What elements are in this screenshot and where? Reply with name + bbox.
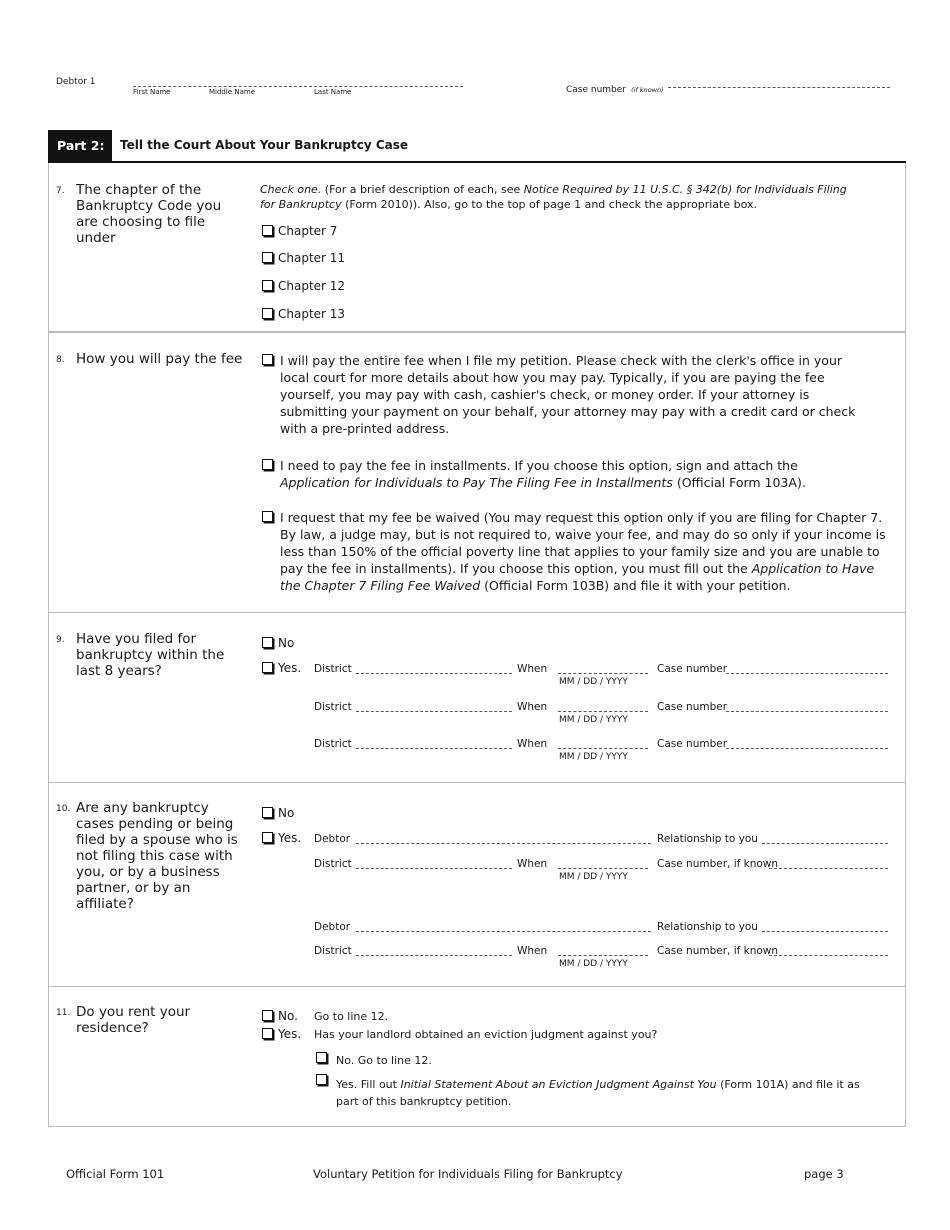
footer-form: Official Form 101 (66, 1167, 165, 1181)
question-number: 7. (56, 186, 65, 196)
date-format: MM / DD / YYYY (559, 872, 628, 882)
q9-no-option[interactable]: No (262, 636, 294, 650)
district-field[interactable] (356, 955, 512, 956)
case-number-field[interactable] (726, 673, 888, 674)
district-field[interactable] (356, 711, 512, 712)
chapter-13-option[interactable]: Chapter 13 (262, 307, 345, 321)
date-format: MM / DD / YYYY (559, 959, 628, 969)
fee-waived-text: I request that my fee be waived (You may request this option only if you are filing for Chapter 7. By law, a judge may, but is not required to, waive your fee, and may do so only if your income is less than 150% of the official poverty line that applies to your family size and you are unable to pay the fee in installments). If you choose this option, you must fill out the Application to Have the Chapter 7 Filing Fee Waived (Official Form 103B) and file it with your petition. (280, 510, 886, 593)
fee-waived-checkbox[interactable] (262, 511, 273, 522)
district-label: District (314, 738, 352, 750)
question-number: 8. (56, 355, 65, 365)
question-text: Have you filed for bankruptcy within the last 8 years? (76, 631, 225, 679)
q11-no-text: Go to line 12. (314, 1010, 389, 1023)
relationship-label: Relationship to you (657, 921, 758, 933)
part-title: Tell the Court About Your Bankruptcy Case (120, 138, 409, 152)
date-field[interactable] (558, 673, 648, 674)
when-label: When (517, 738, 548, 750)
part-number: Part 2: (48, 130, 112, 161)
debtor-name-field[interactable] (133, 86, 463, 87)
checkbox[interactable] (262, 308, 273, 319)
district-field[interactable] (356, 673, 512, 674)
when-label: When (517, 858, 548, 870)
middle-name-label: Middle Name (209, 88, 255, 96)
date-field[interactable] (558, 711, 648, 712)
last-name-label: Last Name (314, 88, 352, 96)
pay-installments-checkbox[interactable] (262, 459, 273, 470)
checkbox[interactable] (262, 225, 273, 236)
date-field[interactable] (558, 748, 648, 749)
q11-yes-text: Has your landlord obtained an eviction judgment against you? (314, 1028, 658, 1041)
checkbox[interactable] (262, 662, 273, 673)
case-number-field[interactable] (726, 748, 888, 749)
question-number: 10. (56, 804, 71, 814)
district-label: District (314, 663, 352, 675)
divider (48, 331, 906, 333)
date-field[interactable] (558, 868, 648, 869)
q11-yes-option[interactable]: Yes. (262, 1027, 301, 1041)
question-text: Are any bankruptcy cases pending or being filed by a spouse who is not filing this case with you, or by a business partner, or by an affiliate? (76, 800, 238, 912)
when-label: When (517, 663, 548, 675)
case-number-label: Case number (566, 85, 627, 95)
district-label: District (314, 945, 352, 957)
checkbox[interactable] (262, 1010, 273, 1021)
footer-title: Voluntary Petition for Individuals Filing for Bankruptcy (313, 1167, 623, 1181)
q11-no-option[interactable]: No. (262, 1009, 298, 1023)
date-format: MM / DD / YYYY (559, 752, 628, 762)
when-label: When (517, 945, 548, 957)
divider (48, 1126, 906, 1127)
instr-emphasis: Check one. (260, 183, 322, 196)
date-format: MM / DD / YYYY (559, 677, 628, 687)
district-field[interactable] (356, 748, 512, 749)
eviction-no-text: No. Go to line 12. (336, 1054, 432, 1067)
district-label: District (314, 858, 352, 870)
relationship-label: Relationship to you (657, 833, 758, 845)
footer-page: page 3 (804, 1167, 844, 1181)
if-known-label: (if known) (631, 86, 664, 94)
question-number: 11. (56, 1008, 71, 1018)
eviction-yes-text: Yes. Fill out Initial Statement About an Eviction Judgment Against You (Form 101A) and file it as part of this bankruptcy petition. (336, 1078, 860, 1108)
q7-instructions: Check one. (For a brief description of each, see Notice Required by 11 U.S.C. § 342(b) for Individuals Filing for Bankruptcy (Form 2010)). Also, go to the top of page 1 and check the appropriate box. (260, 183, 847, 211)
pay-full-text: I will pay the entire fee when I file my petition. Please check with the clerk's office in your local court for more details about how you may pay. Typically, if you are paying the fee yourself, you may pay with cash, cashier's check, or money order. If your attorney is submitting your payment on your behalf, your attorney may pay with a credit card or check with a pre-printed address. (280, 353, 856, 436)
pay-installments-text: I need to pay the fee in installments. If you choose this option, sign and attach the Application for Individuals to Pay The Filing Fee in Installments (Official Form 103A). (280, 458, 806, 490)
case-number-label: Case number, if known (657, 945, 779, 957)
debtor-field[interactable] (356, 931, 651, 932)
debtor-field[interactable] (356, 843, 651, 844)
eviction-yes-checkbox[interactable] (316, 1074, 327, 1085)
part-header (48, 130, 906, 163)
district-label: District (314, 701, 352, 713)
debtor-label: Debtor (314, 833, 351, 845)
relationship-field[interactable] (762, 931, 888, 932)
eviction-no-checkbox[interactable] (316, 1052, 327, 1063)
divider (48, 986, 906, 987)
checkbox[interactable] (262, 807, 273, 818)
question-text: Do you rent your residence? (76, 1004, 191, 1036)
date-field[interactable] (558, 955, 648, 956)
question-text: The chapter of the Bankruptcy Code you are choosing to file under (76, 182, 222, 246)
case-number-field[interactable] (668, 87, 890, 88)
question-number: 9. (56, 635, 65, 645)
relationship-field[interactable] (762, 843, 888, 844)
case-number-field[interactable] (726, 711, 888, 712)
checkbox[interactable] (262, 1028, 273, 1039)
chapter-11-option[interactable]: Chapter 11 (262, 251, 345, 265)
divider (48, 612, 906, 613)
question-text: How you will pay the fee (76, 351, 243, 367)
date-format: MM / DD / YYYY (559, 715, 628, 725)
chapter-7-option[interactable]: Chapter 7 (262, 224, 337, 238)
q9-yes-option[interactable]: Yes. (262, 661, 301, 675)
case-number-label: Case number (657, 701, 728, 713)
checkbox[interactable] (262, 252, 273, 263)
debtor-label: Debtor (314, 921, 351, 933)
q10-no-option[interactable]: No (262, 806, 294, 820)
case-number-header (566, 77, 664, 96)
case-number-label: Case number, if known (657, 858, 779, 870)
case-number-label: Case number (657, 663, 728, 675)
q10-yes-option[interactable]: Yes. (262, 831, 301, 845)
district-field[interactable] (356, 868, 512, 869)
checkbox[interactable] (262, 637, 273, 648)
debtor-label: Debtor 1 (56, 77, 96, 87)
pay-full-checkbox[interactable] (262, 354, 273, 365)
when-label: When (517, 701, 548, 713)
case-number-field[interactable] (769, 868, 888, 869)
checkbox[interactable] (262, 832, 273, 843)
divider (48, 782, 906, 783)
chapter-12-option[interactable]: Chapter 12 (262, 279, 345, 293)
first-name-label: First Name (133, 88, 171, 96)
case-number-label: Case number (657, 738, 728, 750)
case-number-field[interactable] (769, 955, 888, 956)
checkbox[interactable] (262, 280, 273, 291)
